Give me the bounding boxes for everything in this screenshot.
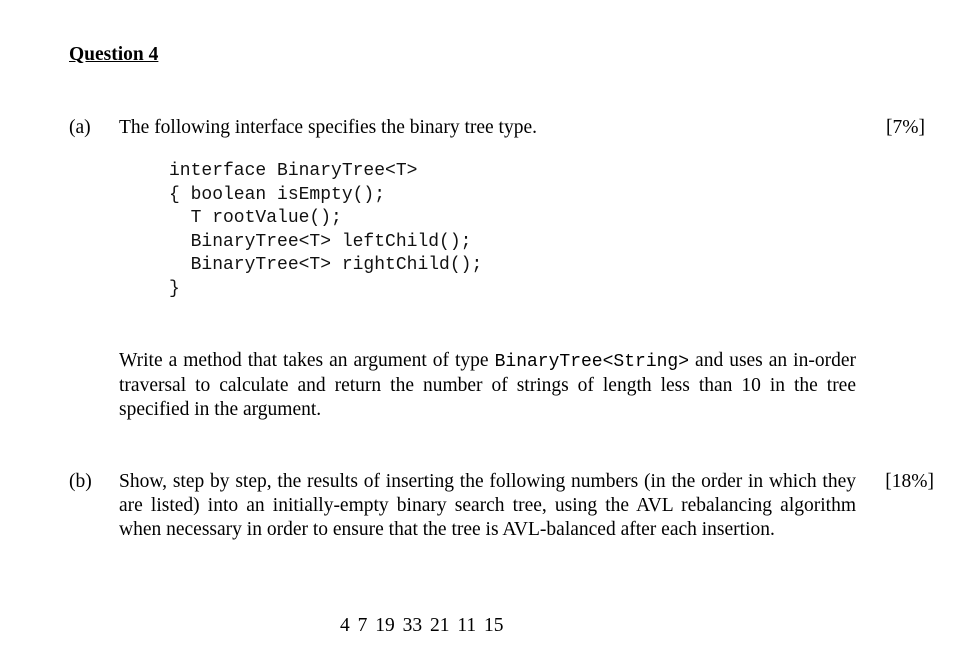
code-line: T rootValue(); [169,208,342,228]
code-line: } [169,278,180,299]
code-block [169,160,482,301]
part-b-label: (b) [69,471,92,492]
part-a-label: (a) [69,117,91,138]
code-line: interface BinaryTree<T> [169,161,418,181]
part-b-text: Show, step by step, the results of inserting the following numbers (in the order in which they are listed) into an initially-empty binary search tree, using the AVL rebalancing algorithm when necessary in order to ensure that the tree is AVL-balanced after each insertion. [119,471,856,540]
code-line: { boolean isEmpty(); [169,184,386,205]
part-a-task [119,349,856,422]
part-a-task-code: BinaryTree<String> [494,352,690,372]
code-line: BinaryTree<T> leftChild(); [169,231,472,252]
question-title: Question 4 [69,44,159,65]
number-sequence: 4 7 19 33 21 11 15 [340,615,504,636]
part-b-marks: [18%] [885,471,934,492]
part-a-task-before: Write a method that takes an argument of type [119,350,495,371]
part-a-intro: The following interface specifies the binary tree type. [119,117,537,138]
code-line: BinaryTree<T> rightChild(); [169,255,483,275]
part-a-marks: [7%] [886,117,925,138]
part-a-task-after: and uses an in-order traversal to calculate and return the number of strings of length less than 10 in the tree specified in the argument. [119,350,856,420]
